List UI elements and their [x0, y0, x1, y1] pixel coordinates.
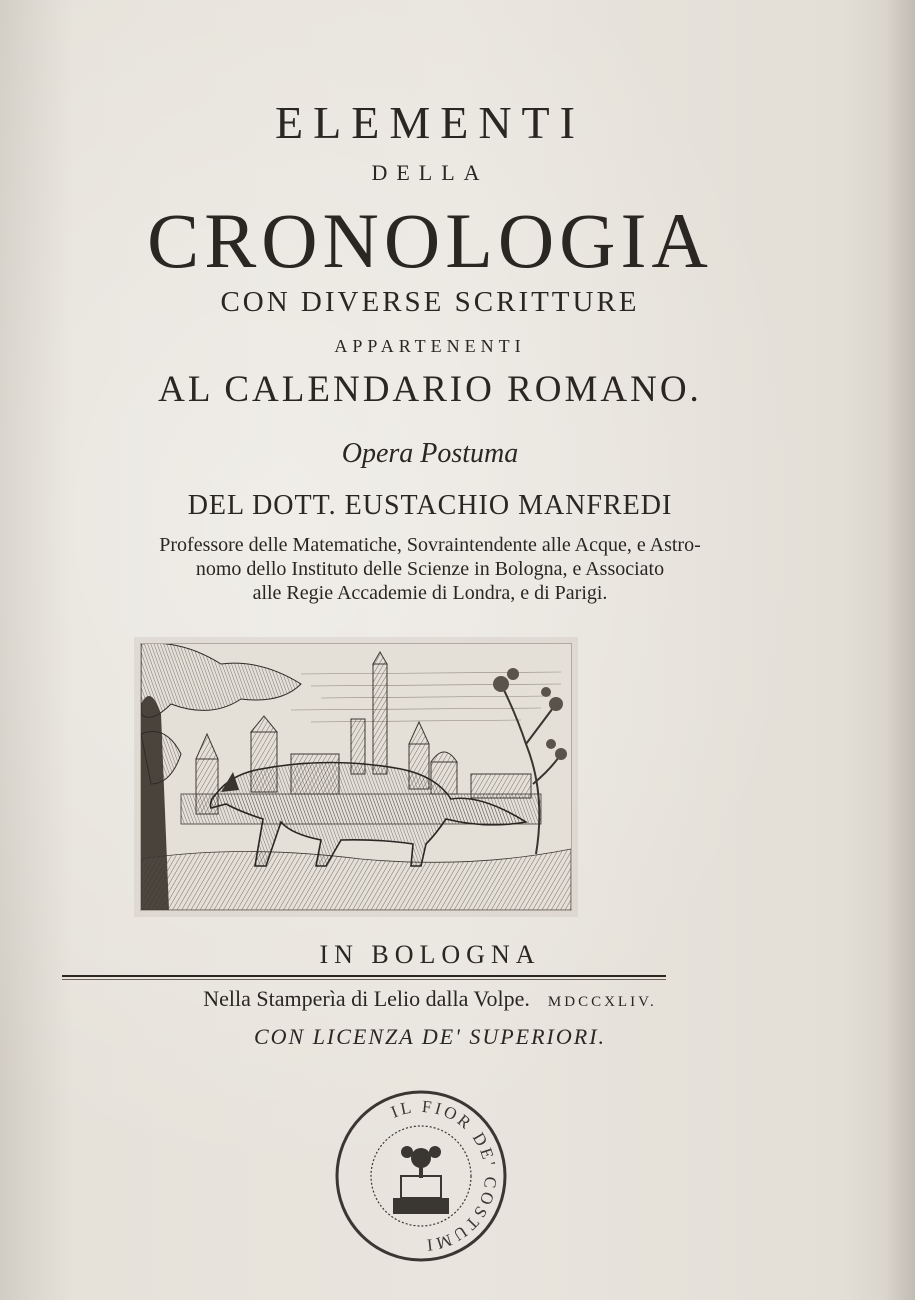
page-edge-shadow [885, 0, 915, 1300]
imprint-year: MDCCXLIV. [547, 994, 657, 1010]
imprint-rule-thin [62, 979, 666, 980]
sky-hatching [291, 672, 561, 722]
author-titles-line: alle Regie Accademie di Londra, e di Parigi. [252, 582, 608, 604]
subtitle-opera-postuma: Opera Postuma [341, 438, 519, 469]
author-line: DEL DOTT. EUSTACHIO MANFREDI [187, 490, 673, 521]
seal-graphic [333, 1088, 509, 1264]
imprint-printer-line [40, 986, 820, 1012]
author-titles-line: nomo dello Instituto delle Scienze in Bologna, e Associato [195, 558, 665, 580]
seal-inscription: IL FIOR DE' COSTUMI [388, 1096, 501, 1256]
imprint-license: CON LICENZA DE' SUPERIORI. [253, 1024, 607, 1049]
engraved-vignette-fox-bologna [140, 643, 572, 911]
library-stamp-seal [333, 1088, 509, 1264]
title-line-cronologia: CRONOLOGIA [147, 197, 713, 284]
seal-emblem [393, 1146, 449, 1214]
ground [141, 849, 571, 910]
author-titles-line: Professore delle Matematiche, Sovraintendente alle Acque, e Astro- [159, 534, 701, 556]
imprint-place: IN BOLOGNA [319, 940, 541, 969]
title-line-appartenenti: APPARTENENTI [334, 336, 526, 356]
imprint-printer: Nella Stamperìa di Lelio dalla Volpe. [203, 986, 530, 1011]
title-line-calendario: AL CALENDARIO ROMANO. [158, 369, 702, 410]
imprint-rule [62, 975, 666, 977]
title-line-della: DELLA [371, 160, 489, 185]
title-line-con-diverse: CON DIVERSE SCRITTURE [220, 286, 640, 318]
tree-right-leaves [493, 668, 567, 760]
vignette-illustration [141, 644, 571, 910]
title-line-elementi: ELEMENTI [275, 97, 585, 148]
